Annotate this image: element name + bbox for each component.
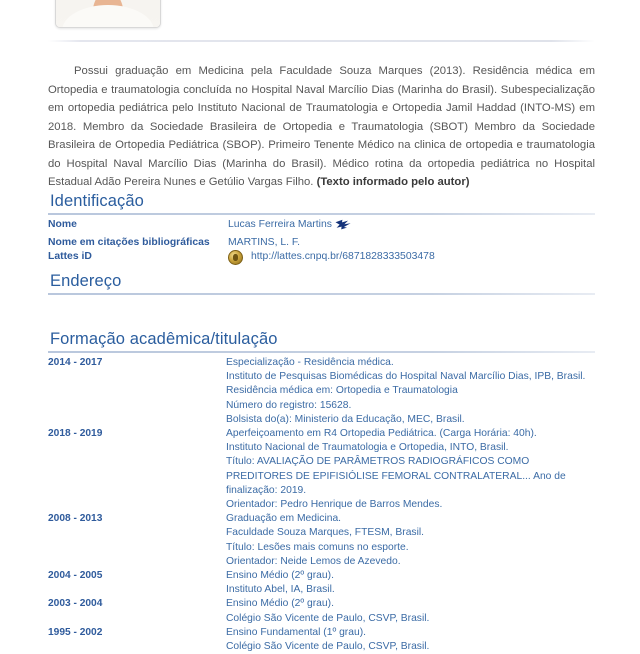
id-value-citacoes: MARTINS, L. F.	[228, 236, 300, 248]
formacao-detail-line: Aperfeiçoamento em R4 Ortopedia Pediátrica. (Carga Horária: 40h).	[226, 428, 537, 440]
id-value-nome-text: Lucas Ferreira Martins	[228, 219, 332, 230]
formacao-table-body	[48, 356, 595, 654]
formacao-details	[226, 356, 595, 427]
identification-table	[48, 218, 595, 265]
section-endereco	[48, 272, 595, 298]
table-row	[48, 356, 595, 427]
formacao-details	[226, 597, 595, 625]
formacao-details	[226, 512, 595, 569]
formacao-detail-line: Ensino Fundamental (1º grau).	[226, 626, 366, 638]
id-label-lattes-id: Lattes iD	[48, 251, 92, 262]
formacao-details	[226, 427, 595, 512]
formacao-detail-line: Ensino Médio (2º grau).	[226, 570, 334, 582]
formacao-detail-line: Instituto Abel, IA, Brasil.	[226, 584, 335, 596]
formacao-detail-line: Instituto Nacional de Traumatologia e Ortopedia, INTO, Brasil.	[226, 442, 509, 454]
section-title-identificacao: Identificação	[50, 192, 144, 210]
id-label-citacoes: Nome em citações bibliográficas	[48, 236, 210, 248]
formacao-details	[226, 569, 595, 597]
table-row	[48, 597, 595, 625]
header-divider	[48, 40, 595, 42]
formacao-detail-line: Instituto de Pesquisas Biomédicas do Hospital Naval Marcílio Dias, IPB, Brasil. Residência médica em: Ortopedia e Traumatologia	[226, 371, 586, 397]
formacao-period: 1995 - 2002	[48, 626, 103, 638]
table-row	[48, 427, 595, 512]
lattes-bird-icon	[335, 219, 351, 236]
table-row	[48, 218, 595, 236]
formacao-detail-line: Graduação em Medicina.	[226, 513, 342, 525]
biography-text: Possui graduação em Medicina pela Faculdade Souza Marques (2013). Residência médica em Ortopedia e traumatologia concluída no Hospital Naval Marcílio Dias (Marinha do Brasil). Subespecialização em ortopedia pediátrica pelo Instituto Nacional de Traumatologia e Ortopedia Jamil Haddad (INTO-MS) em 2018. Membro da Sociedade Brasileira de Ortopedia e Traumatologia (SBOT) Membro da Sociedade Brasileira de Ortopedia Pediátrica (SBOP). Primeiro Tenente Médico na clinica de ortopedia e traumatologia do Hospital Naval Marcílio Dias (Marinha do Brasil). Médico rotina da ortopedia pediátrica no Hospital Estadual Adão Pereira Nunes e Getúlio Vargas Filho.	[48, 65, 595, 189]
profile-photo-image	[56, 0, 160, 27]
formacao-period: 2008 - 2013	[48, 513, 103, 525]
formacao-detail-line: Colégio São Vicente de Paulo, CSVP, Brasil.	[226, 612, 430, 624]
formacao-detail-line: Número do registro: 15628.	[226, 399, 352, 411]
section-identificacao	[48, 192, 595, 265]
formacao-detail-line: Orientador: Neide Lemos de Azevedo.	[226, 555, 401, 567]
id-value-lattes-id	[228, 250, 595, 265]
section-underline-identificacao	[48, 213, 595, 215]
orcid-badge-icon	[228, 250, 243, 265]
table-row	[48, 512, 595, 569]
table-row	[48, 250, 595, 265]
section-title-formacao: Formação acadêmica/titulação	[50, 330, 278, 348]
formacao-table	[48, 356, 595, 654]
biography-paragraph	[48, 62, 595, 192]
formacao-period: 2003 - 2004	[48, 598, 103, 610]
profile-photo	[55, 0, 161, 28]
formacao-period: 2014 - 2017	[48, 357, 103, 368]
formacao-period: 2018 - 2019	[48, 428, 103, 440]
formacao-detail-line: Ensino Médio (2º grau).	[226, 598, 334, 610]
biography-source-note: (Texto informado pelo autor)	[316, 176, 470, 189]
formacao-detail-line: Especialização - Residência médica.	[226, 357, 394, 368]
id-label-nome: Nome	[48, 219, 77, 230]
section-underline-formacao	[48, 351, 595, 353]
formacao-detail-line: Faculdade Souza Marques, FTESM, Brasil.	[226, 527, 425, 539]
section-formacao-academica	[48, 330, 595, 654]
formacao-detail-line: Bolsista do(a): Ministerio da Educação, MEC, Brasil.	[226, 413, 465, 425]
table-row	[48, 236, 595, 251]
formacao-detail-line: Título: AVALIAÇÃO DE PARÂMETROS RADIOGRÁFICOS COMO PREDITORES DE EPIFISIÓLISE FEMORAL CONTRALATERAL... Ano de finalização: 2019.	[226, 456, 566, 496]
id-value-nome	[228, 218, 595, 236]
formacao-period: 2004 - 2005	[48, 570, 103, 582]
section-title-endereco: Endereço	[50, 272, 122, 290]
section-underline-endereco	[48, 293, 595, 295]
table-row	[48, 569, 595, 597]
formacao-detail-line: Título: Lesões mais comuns no esporte.	[226, 541, 409, 553]
formacao-detail-line: Colégio São Vicente de Paulo, CSVP, Brasil.	[226, 641, 430, 653]
formacao-detail-line: Orientador: Pedro Henrique de Barros Mendes.	[226, 499, 443, 511]
lattes-id-link[interactable]: http://lattes.cnpq.br/6871828333503478	[251, 251, 435, 263]
